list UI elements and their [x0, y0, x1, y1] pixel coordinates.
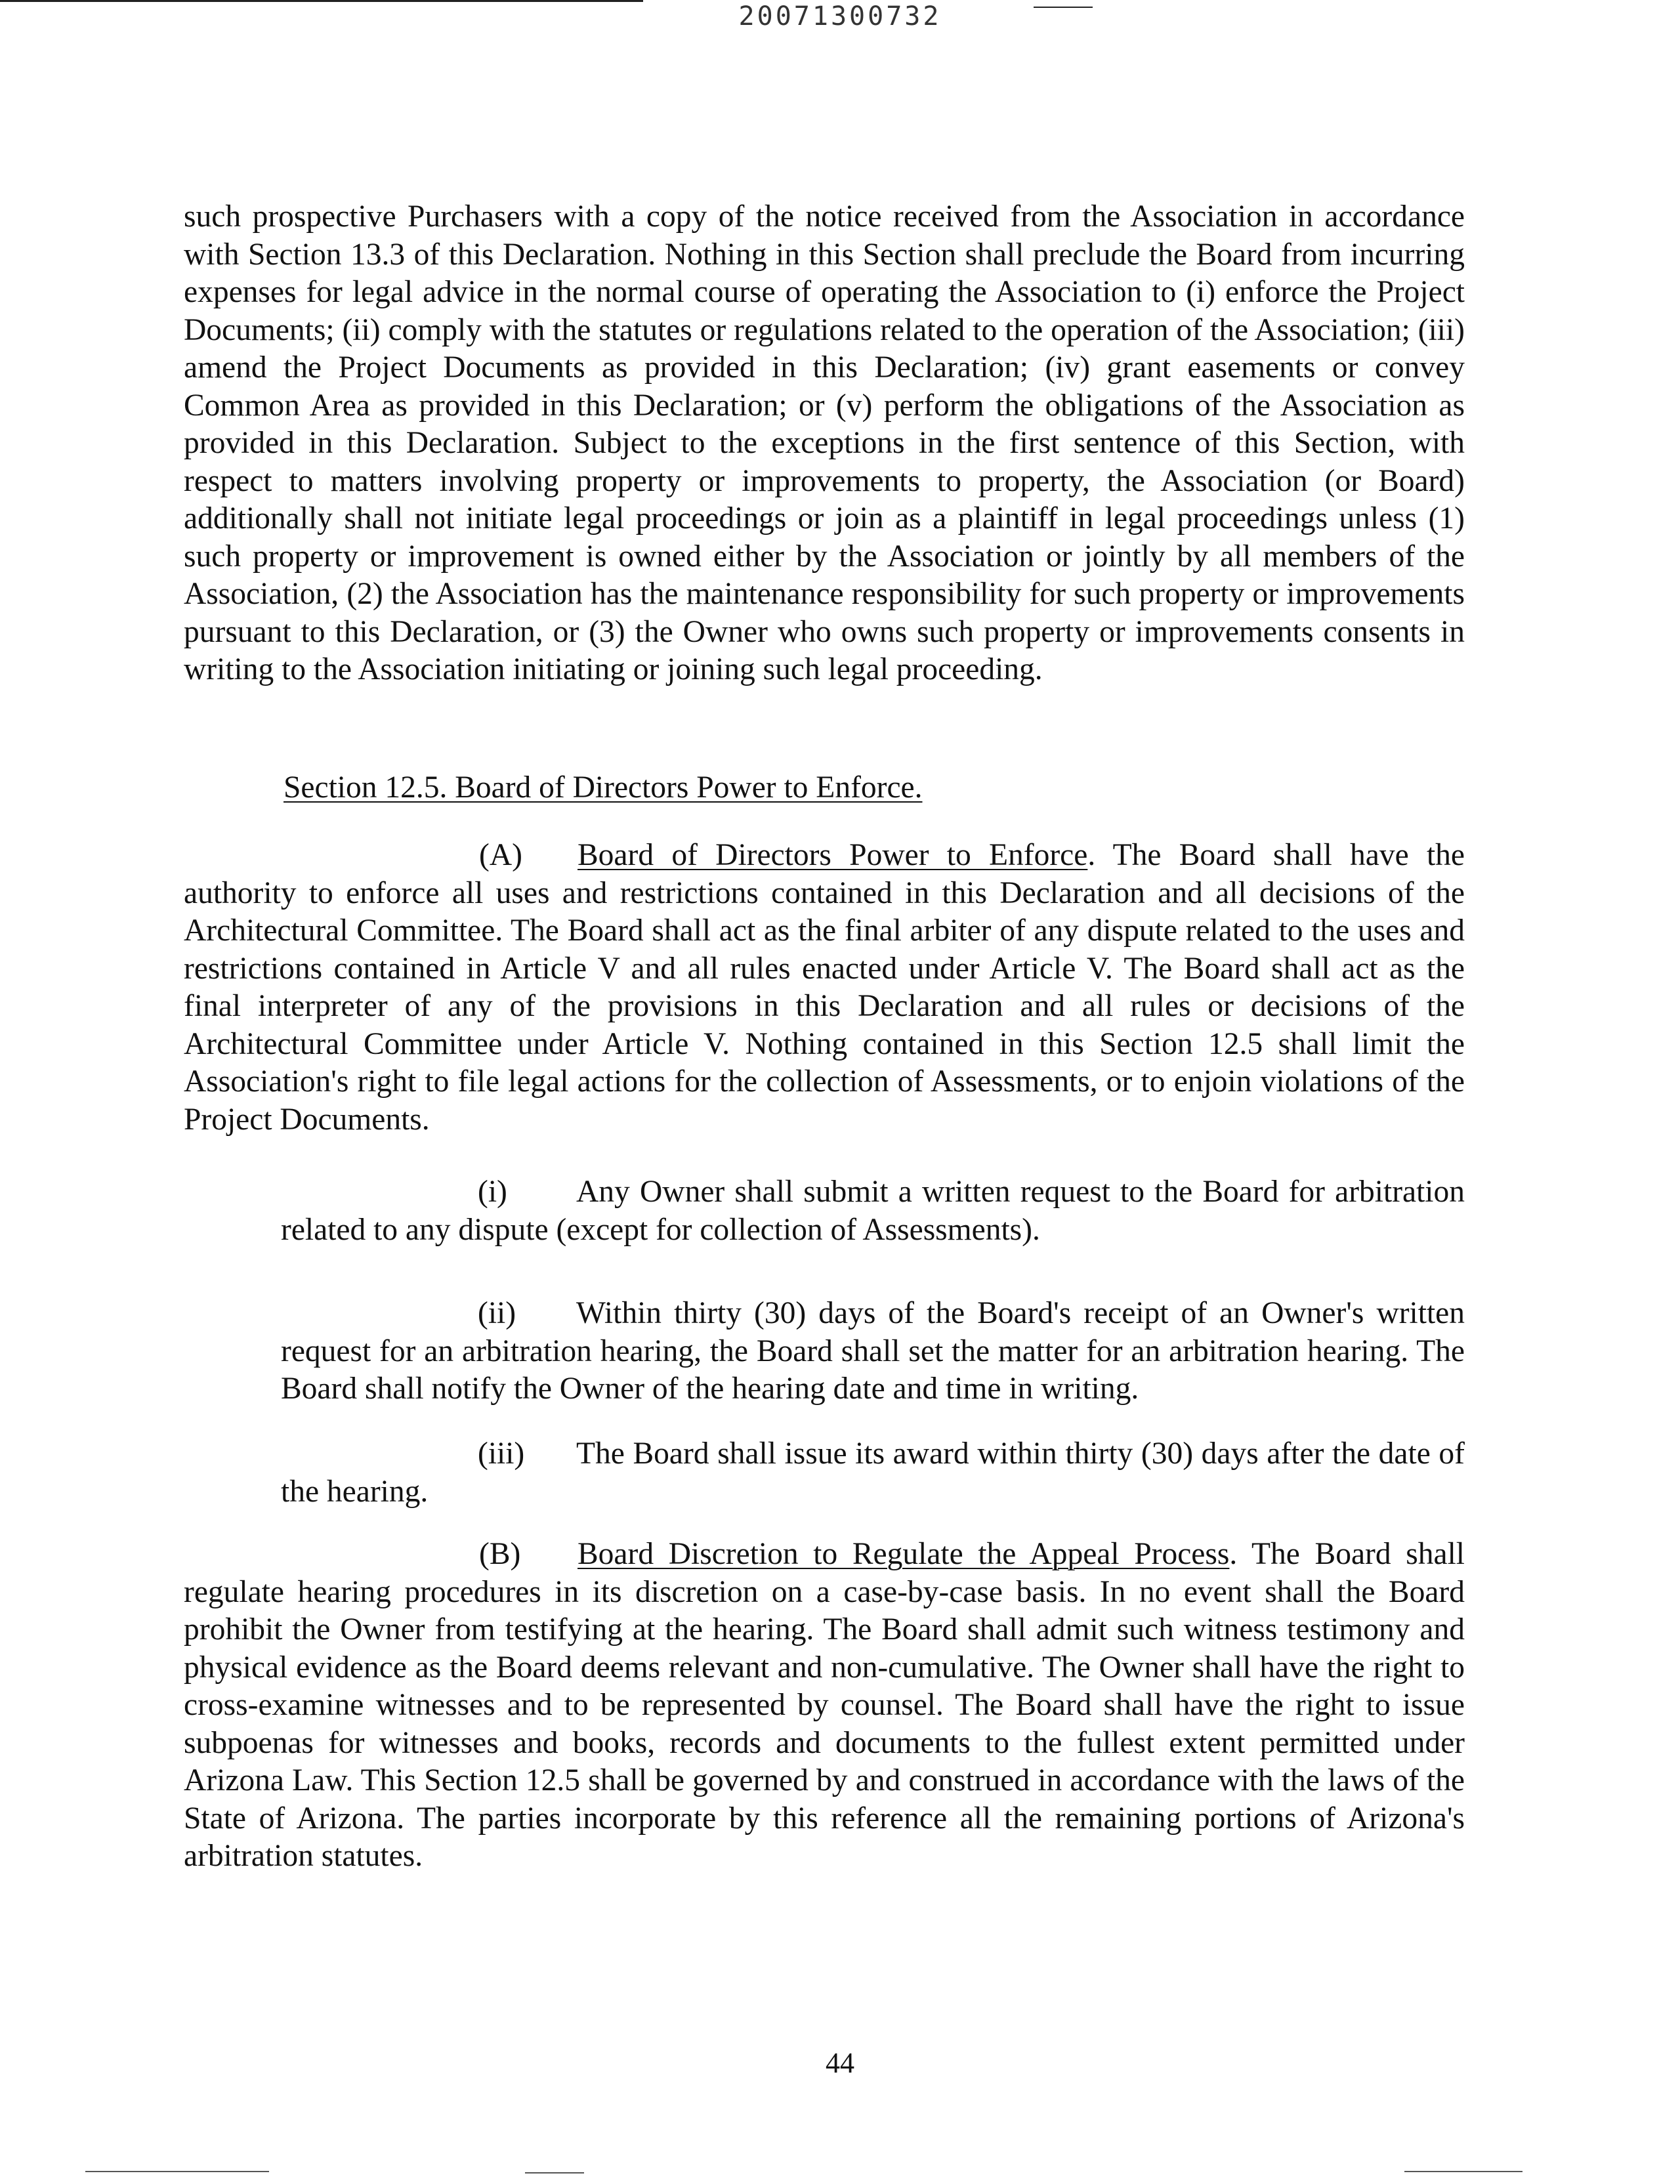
continuation-paragraph: such prospective Purchasers with a copy of the notice received from the Association in accordance with Section 13.3 of this Declaration. Nothing in this Section shall preclude the Board from incurring expenses for legal advice in the normal course of operating the Association to (i) enforce the Project Documents; (ii) comply with the statutes or regulations related to the operation of the Association; (iii) amend the Project Documents as provided in this Declaration; (iv) grant easements or convey Common Area as provided in this Declaration; or (v) perform the obligations of the Association as provided in this Declaration. Subject to the exceptions in the first sentence of this Section, with respect to matters involving property or improvements to property, the Association (or Board) additionally shall not initiate legal proceedings or join as a plaintiff in legal proceedings unless (1) such property or improvement is owned either by the Association or jointly by all members of the Association, (2) the Association has the maintenance responsibility for such property or improvements pursuant to this Declaration, or (3) the Owner who owns such property or improvements consents in writing to the Association initiating or joining such legal proceeding.: [184, 200, 1465, 686]
subsection-b: [184, 1536, 1465, 1876]
subsection-a-title: Board of Directors Power to Enforce: [578, 838, 1088, 872]
scan-artifact-specks: [85, 2171, 269, 2172]
item-i: [281, 1173, 1465, 1249]
subsection-b-text: . The Board shall regulate hearing procedures in its discretion on a case-by-case basis. In no event shall the Board prohibit the Owner from testifying at the hearing. The Board shall admit such witness testimony and physical evidence as the Board deems relevant and non-cumulative. The Owner shall have the right to cross-examine witnesses and to be represented by counsel. The Board shall have the right to issue subpoenas for witnesses and books, records and documents to the fullest extent permitted under Arizona Law. This Section 12.5 shall be governed by and construed in accordance with the laws of the State of Arizona. The parties incorporate by this reference all the remaining portions of Arizona's arbitration statutes.: [184, 1537, 1465, 1873]
subsection-b-title: Board Discretion to Regulate the Appeal Process: [578, 1537, 1230, 1571]
item-iii-marker: (iii): [478, 1437, 525, 1471]
document-number: 20071300732: [738, 1, 942, 32]
subsection-a: [184, 837, 1465, 1139]
item-iii: [281, 1435, 1465, 1511]
page-number: 44: [826, 2047, 854, 2079]
section-heading: Section 12.5. Board of Directors Power to Enforce.: [284, 770, 923, 805]
item-iii-text: The Board shall issue its award within thirty (30) days after the date of the hearing.: [281, 1437, 1465, 1509]
item-ii-text: Within thirty (30) days of the Board's receipt of an Owner's written request for an arbitration hearing, the Board shall set the matter for an arbitration hearing. The Board shall notify the Owner of the hearing date and time in writing.: [281, 1296, 1465, 1406]
subsection-b-marker: (B): [479, 1537, 521, 1571]
item-ii-marker: (ii): [478, 1296, 516, 1330]
scan-artifact-specks: [525, 2172, 584, 2174]
subsection-a-text: . The Board shall have the authority to enforce all uses and restrictions contained in this Declaration and all decisions of the Architectural Committee. The Board shall act as the final arbiter of any dispute related to the uses and restrictions contained in Article V and all rules enacted under Article V. The Board shall act as the final interpreter of any of the provisions in this Declaration and all rules or decisions of the Architectural Committee under Article V. Nothing contained in this Section 12.5 shall limit the Association's right to file legal actions for the collection of Assessments, or to enjoin violations of the Project Documents.: [184, 838, 1465, 1137]
item-i-marker: (i): [478, 1175, 507, 1209]
item-i-text: Any Owner shall submit a written request to the Board for arbitration related to any dispute (except for collection of Assessments).: [281, 1175, 1465, 1247]
subsection-a-marker: (A): [479, 838, 522, 872]
item-ii: [281, 1295, 1465, 1408]
scan-artifact-specks: [1404, 2171, 1522, 2172]
